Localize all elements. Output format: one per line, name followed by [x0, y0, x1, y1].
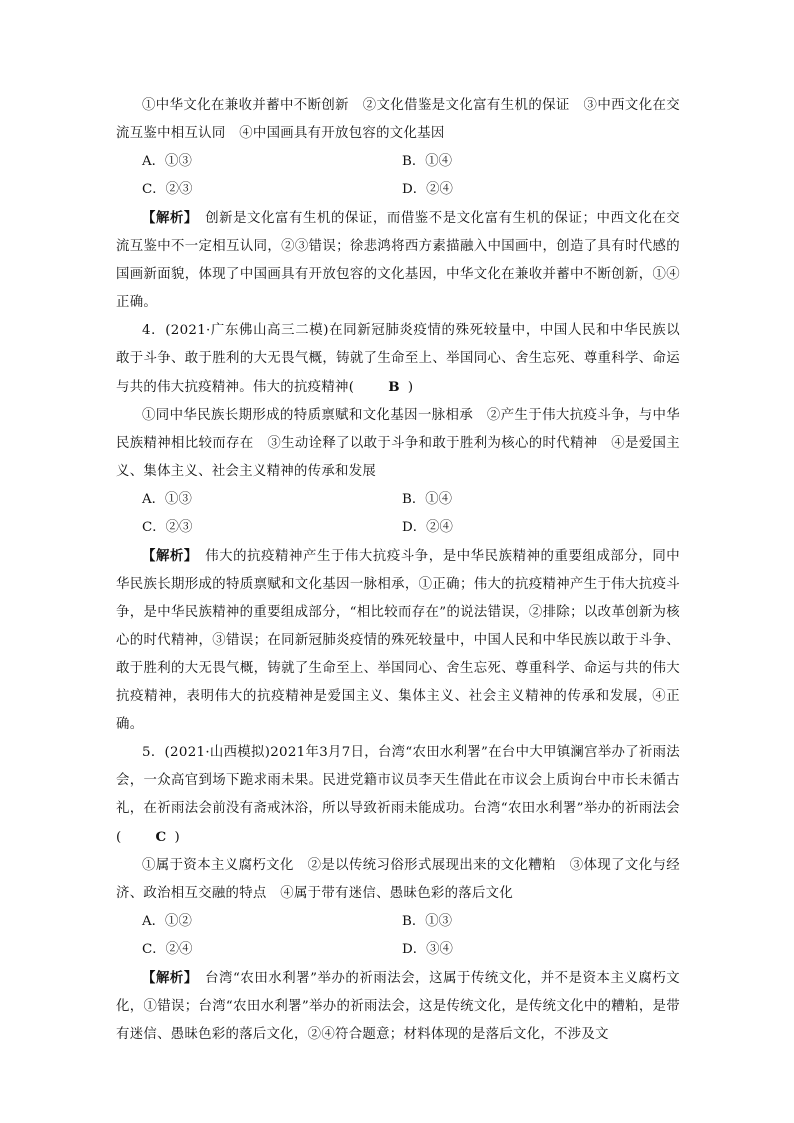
q3-analysis-text: 创新是文化富有生机的保证，而借鉴不是文化富有生机的保证；中西文化在交流互鉴中不一定相互认同，②③错误；徐悲鸿将西方素描融入中国画中，创造了具有时代感的国画新面貌，体现了中国画具有开放包容的文化基因，中华文化在兼收并蓄中不断创新，①④正确。	[116, 211, 681, 310]
q3-statements: ①中华文化在兼收并蓄中不断创新 ②文化借鉴是文化富有生机的保证 ③中西文化在交流互鉴中相互认同 ④中国画具有开放包容的文化基因	[116, 98, 680, 141]
q5-stem-text: 5．(2021·山西模拟)2021年3月7日，台湾“农田水利署”在台中大甲镇澜宫举办了祈雨法会，一众高官到场下跪求雨未果。民进党籍市议员李天生借此在市议会上质询台中市长未循古礼，在祈雨法会前没有斋戒沐浴，所以导致祈雨未能成功。台湾“农田水利署”举办的祈雨法会(	[116, 745, 680, 845]
q4-analysis	[116, 542, 680, 739]
q5-stem-close: )	[174, 830, 181, 845]
q3-option-c: C．②③	[142, 182, 193, 197]
q4-stem-text: 4．(2021·广东佛山高三二模)在同新冠肺炎疫情的殊死较量中，中国人民和中华民族以敢于斗争、敢于胜利的大无畏气概，铸就了生命至上、举国同心、舍生忘死、尊重科学、命运与共的伟大抗疫精神。伟大的抗疫精神(	[116, 323, 680, 395]
q5-analysis	[116, 964, 680, 1049]
q3-options	[116, 148, 680, 204]
q4-analysis-tag: 【解析】	[142, 548, 192, 564]
q5-option-a: A．①②	[142, 914, 192, 929]
page-content	[116, 92, 680, 1049]
q3-analysis-tag: 【解析】	[142, 210, 192, 226]
q5-option-d: D．③④	[402, 942, 453, 957]
q5-options	[116, 908, 680, 964]
q3-option-a: A．①③	[142, 154, 192, 169]
q4-stem	[116, 317, 680, 402]
q4-options	[116, 486, 680, 542]
q3-option-d: D．②④	[402, 182, 453, 197]
q4-analysis-text: 伟大的抗疫精神产生于伟大抗疫斗争，是中华民族精神的重要组成部分，同中华民族长期形成的特质禀赋和文化基因一脉相承，①正确；伟大的抗疫精神产生于伟大抗疫斗争，是中华民族精神的重要组成部分，“相比较而存在”的说法错误，②排除；以改革创新为核心的时代精神，③错误；在同新冠肺炎疫情的殊死较量中，中国人民和中华民族以敢于斗争、敢于胜利的大无畏气概，铸就了生命至上、举国同心、舍生忘死、尊重科学、命运与共的伟大抗疫精神，表明伟大的抗疫精神是爱国主义、集体主义、社会主义精神的传承和发展，④正确。	[116, 549, 681, 732]
q5-analysis-text: 台湾“农田水利署”举办的祈雨法会，这属于传统文化，并不是资本主义腐朽文化，①错误；台湾“农田水利署”举办的祈雨法会，这是传统文化，是传统文化中的糟粕，是带有迷信、愚昧色彩的落后文化，②④符合题意；材料体现的是落后文化，不涉及文	[116, 971, 680, 1042]
q4-statements: ①同中华民族长期形成的特质禀赋和文化基因一脉相承 ②产生于伟大抗疫斗争，与中华民族精神相比较而存在 ③生动诠释了以敢于斗争和敢于胜利为核心的时代精神 ④是爱国主义、集体主义、社会主义精神的传承和发展	[116, 408, 680, 479]
q5-statements: ①属于资本主义腐朽文化 ②是以传统习俗形式展现出来的文化糟粕 ③体现了文化与经济、政治相互交融的特点 ④属于带有迷信、愚昧色彩的落后文化	[116, 858, 680, 901]
q5-answer: C	[155, 829, 167, 845]
q4-answer: B	[388, 379, 400, 395]
q4-option-b: B．①④	[402, 492, 453, 507]
q4-option-c: C．②③	[142, 520, 193, 535]
q5-analysis-tag: 【解析】	[142, 970, 192, 986]
q5-stem	[116, 739, 680, 852]
q3-option-b: B．①④	[402, 154, 453, 169]
q4-stem-close: )	[407, 380, 414, 395]
q5-option-b: B．①③	[402, 914, 453, 929]
q4-option-a: A．①③	[142, 492, 192, 507]
q5-option-c: C．②④	[142, 942, 193, 957]
q3-analysis	[116, 204, 680, 317]
q4-option-d: D．②④	[402, 520, 453, 535]
